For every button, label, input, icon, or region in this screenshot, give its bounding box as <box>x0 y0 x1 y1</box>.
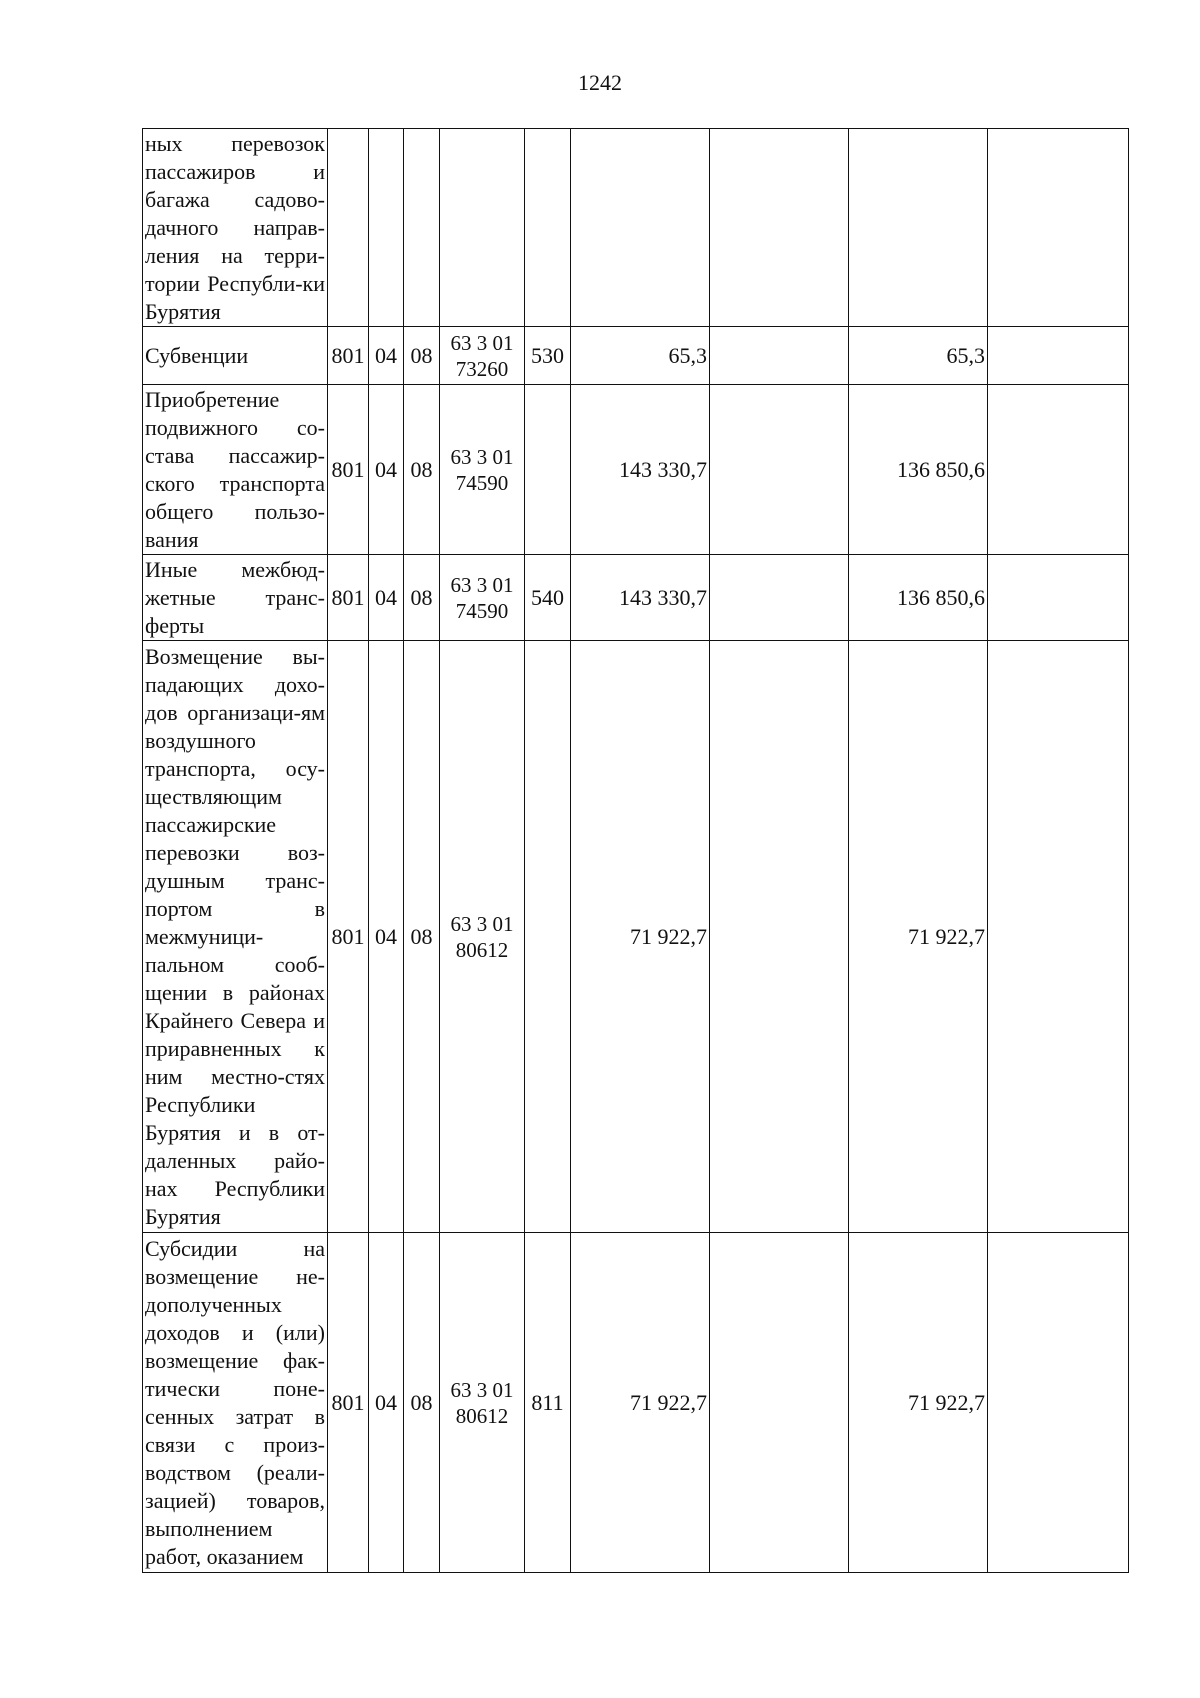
subsection-code-cell: 08 <box>404 327 440 385</box>
row-name: Возмещение вы-падающих дохо-дов организаци-ям воздушного транспорта, осу-ществляющим пассажирские перевозки воз-душным транс-портом в межмуници-пальном сооб-щении в районах Крайнего Севера и приравненных к ним местно-стях Республики Бурятия и в от-даленных райо-нах Республики Бурятия <box>145 643 325 1229</box>
amount-cell-4 <box>988 555 1129 641</box>
amount-cell-2 <box>710 129 849 327</box>
section-code-cell: 04 <box>369 1233 404 1573</box>
table-row <box>143 641 1129 1233</box>
subsection-code-cell: 08 <box>404 1233 440 1573</box>
ministry-code-cell: 801 <box>328 555 369 641</box>
row-name-cell <box>143 385 328 555</box>
subsection-code-cell: 08 <box>404 385 440 555</box>
subsection-code-cell: 08 <box>404 641 440 1233</box>
amount-cell-1: 143 330,7 <box>571 385 710 555</box>
amount-cell-2 <box>710 385 849 555</box>
amount-cell-2 <box>710 641 849 1233</box>
expense-type-cell <box>525 641 571 1233</box>
expense-type-cell: 811 <box>525 1233 571 1573</box>
ministry-code-cell: 801 <box>328 385 369 555</box>
page-number: 1242 <box>578 70 622 95</box>
table-row <box>143 385 1129 555</box>
expense-type-cell <box>525 129 571 327</box>
amount-cell-2 <box>710 327 849 385</box>
amount-cell-1: 71 922,7 <box>571 641 710 1233</box>
amount-cell-3: 136 850,6 <box>849 555 988 641</box>
row-name-cell <box>143 129 328 327</box>
row-name: Иные межбюд-жетные транс-ферты <box>145 556 325 638</box>
target-article-cell: 63 3 01 80612 <box>440 1233 525 1573</box>
row-name: ных перевозок пассажиров и багажа садово-дачного направ-ления на терри-тории Республи-ки Бурятия <box>145 130 325 324</box>
section-code-cell: 04 <box>369 385 404 555</box>
target-article-cell: 63 3 01 73260 <box>440 327 525 385</box>
ministry-code-cell: 801 <box>328 1233 369 1573</box>
amount-cell-4 <box>988 129 1129 327</box>
amount-cell-2 <box>710 555 849 641</box>
amount-cell-4 <box>988 385 1129 555</box>
amount-cell-4 <box>988 1233 1129 1573</box>
target-article-cell: 63 3 01 74590 <box>440 385 525 555</box>
section-code-cell: 04 <box>369 555 404 641</box>
subsection-code-cell: 08 <box>404 555 440 641</box>
section-code-cell <box>369 129 404 327</box>
section-code-cell: 04 <box>369 327 404 385</box>
row-name-cell <box>143 641 328 1233</box>
subsection-code-cell <box>404 129 440 327</box>
budget-table <box>142 128 1129 1573</box>
target-article-cell <box>440 129 525 327</box>
amount-cell-3: 71 922,7 <box>849 641 988 1233</box>
table-row <box>143 327 1129 385</box>
amount-cell-3: 65,3 <box>849 327 988 385</box>
row-name: Субвенции <box>145 342 249 368</box>
expense-type-cell <box>525 385 571 555</box>
amount-cell-3 <box>849 129 988 327</box>
table-row <box>143 129 1129 327</box>
row-name: Субсидии на возмещение не-дополученных доходов и (или) возмещение фак-тически поне-сенных затрат в связи с произ-водством (реали-зацией) товаров, выполнением работ, оказанием <box>145 1235 325 1569</box>
expense-type-cell: 530 <box>525 327 571 385</box>
amount-cell-3: 71 922,7 <box>849 1233 988 1573</box>
table-row <box>143 555 1129 641</box>
amount-cell-1 <box>571 129 710 327</box>
expense-type-cell: 540 <box>525 555 571 641</box>
row-name: Приобретение подвижного со-става пассажир-ского транспорта общего пользо-вания <box>145 386 325 552</box>
target-article-cell: 63 3 01 74590 <box>440 555 525 641</box>
amount-cell-1: 143 330,7 <box>571 555 710 641</box>
target-article-cell: 63 3 01 80612 <box>440 641 525 1233</box>
amount-cell-2 <box>710 1233 849 1573</box>
row-name-cell <box>143 555 328 641</box>
ministry-code-cell: 801 <box>328 327 369 385</box>
row-name-cell <box>143 327 328 385</box>
amount-cell-4 <box>988 327 1129 385</box>
table-row <box>143 1233 1129 1573</box>
amount-cell-4 <box>988 641 1129 1233</box>
amount-cell-3: 136 850,6 <box>849 385 988 555</box>
row-name-cell <box>143 1233 328 1573</box>
amount-cell-1: 65,3 <box>571 327 710 385</box>
ministry-code-cell <box>328 129 369 327</box>
ministry-code-cell: 801 <box>328 641 369 1233</box>
section-code-cell: 04 <box>369 641 404 1233</box>
amount-cell-1: 71 922,7 <box>571 1233 710 1573</box>
